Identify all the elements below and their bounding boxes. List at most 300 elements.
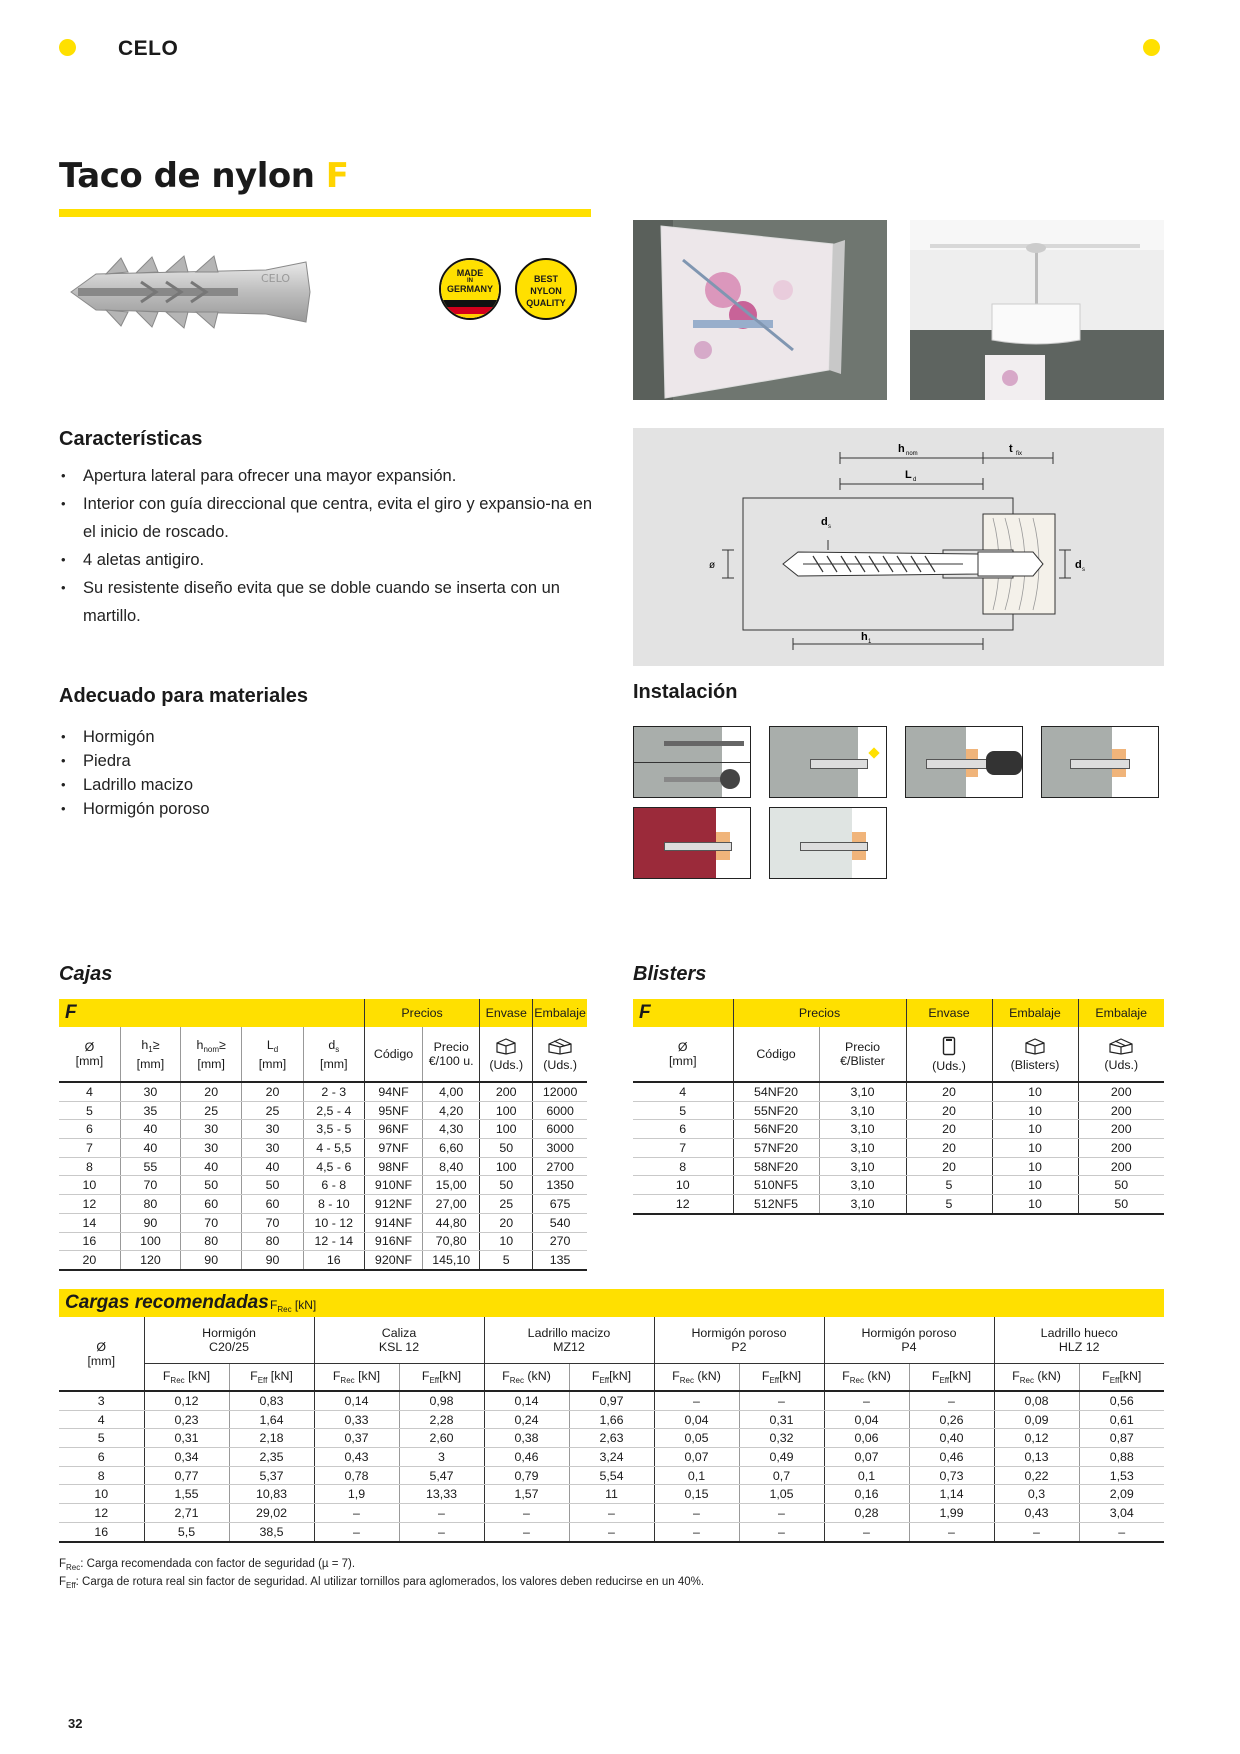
table-cell: 12 <box>59 1504 144 1523</box>
table-cell: 30 <box>242 1120 303 1139</box>
table-cell: 510NF5 <box>733 1176 819 1195</box>
table-cell: 20 <box>906 1101 992 1120</box>
header-brand: CELO <box>118 37 179 60</box>
table-cell: 100 <box>480 1157 533 1176</box>
table-cell: 0,73 <box>909 1466 994 1485</box>
table-cell: 80 <box>120 1195 180 1214</box>
feature-item: • Apertura lateral para ofrecer una mayor expansión. <box>59 462 599 490</box>
table-cell: 0,98 <box>399 1391 484 1410</box>
cargas-subcol: $F_{Rec}$ (kN) <box>824 1364 909 1392</box>
table-row <box>59 1448 1164 1467</box>
table-cell: 20 <box>906 1157 992 1176</box>
table-cell: 0,61 <box>1079 1410 1164 1429</box>
table-cell: 5,5 <box>144 1522 229 1541</box>
table-cell: 2,18 <box>229 1429 314 1448</box>
cajas-heading: Cajas <box>59 963 113 985</box>
cajas-col-codigo: Código <box>364 1027 422 1082</box>
table-cell: 0,12 <box>144 1391 229 1410</box>
table-cell: 200 <box>1078 1101 1164 1120</box>
material-item: • Hormigón <box>59 725 459 749</box>
table-cell: – <box>484 1522 569 1541</box>
table-cell: 0,40 <box>909 1429 994 1448</box>
table-cell: 4,30 <box>423 1120 480 1139</box>
table-cell: 15,00 <box>423 1176 480 1195</box>
table-cell: 1,99 <box>909 1504 994 1523</box>
table-cell: – <box>739 1504 824 1523</box>
table-cell: 0,37 <box>314 1429 399 1448</box>
install-step-insert <box>769 726 887 798</box>
table-cell: 1,64 <box>229 1410 314 1429</box>
table-cell: 3,10 <box>819 1176 906 1195</box>
table-row <box>59 1120 587 1139</box>
table-cell: 0,79 <box>484 1466 569 1485</box>
table-cell: 10 <box>480 1232 533 1251</box>
cajas-group-precios: Precios <box>364 999 479 1027</box>
cajas-col-ds: $d_s$ [mm] <box>303 1027 364 1082</box>
header-dot-left <box>59 39 76 56</box>
badge-made-line1: MADE <box>456 268 484 278</box>
table-cell: 14 <box>59 1213 120 1232</box>
diagram-label-h1-sub: 1 <box>868 639 872 645</box>
table-cell: 3,04 <box>1079 1504 1164 1523</box>
table-cell: 6 <box>633 1120 733 1139</box>
table-cell: 12 - 14 <box>303 1232 364 1251</box>
table-row <box>59 1195 587 1214</box>
cargas-heading: Cargas recomendadas <box>65 1292 269 1313</box>
table-cell: 270 <box>533 1232 587 1251</box>
cajas-col-h1: $h_1\ge$ [mm] <box>120 1027 180 1082</box>
blisters-col-embalaje1: (Blisters) <box>992 1027 1078 1082</box>
table-cell: 3,10 <box>819 1139 906 1158</box>
box-icon <box>1023 1037 1047 1055</box>
cargas-subcol: $F_{Rec}$ (kN) <box>654 1364 739 1392</box>
diagram-label-diameter: ø <box>709 560 716 571</box>
table-cell: 30 <box>242 1139 303 1158</box>
table-cell: 5 <box>59 1101 120 1120</box>
table-cell: 135 <box>533 1251 587 1270</box>
table-cell: 4 <box>59 1082 120 1101</box>
table-cell: 10 <box>59 1176 120 1195</box>
table-cell: 95NF <box>364 1101 422 1120</box>
table-cell: 25 <box>181 1101 242 1120</box>
table-cell: 50 <box>1078 1176 1164 1195</box>
table-row <box>59 1466 1164 1485</box>
diagram-label-ds-right-sub: s <box>1082 567 1085 573</box>
table-cell: – <box>654 1522 739 1541</box>
table-cell: 10 <box>59 1485 144 1504</box>
cargas-group: Caliza KSL 12 <box>314 1317 484 1364</box>
table-cell: – <box>314 1504 399 1523</box>
table-cell: 0,14 <box>484 1391 569 1410</box>
table-cell: 0,04 <box>654 1410 739 1429</box>
table-cell: 2,28 <box>399 1410 484 1429</box>
table-cell: 0,08 <box>994 1391 1079 1410</box>
table-cell: 12 <box>633 1195 733 1214</box>
material-item: • Hormigón poroso <box>59 797 459 821</box>
table-cell: 3,10 <box>819 1082 906 1101</box>
table-row <box>633 1176 1164 1195</box>
table-cell: 2,35 <box>229 1448 314 1467</box>
table-cell: 3,10 <box>819 1157 906 1176</box>
table-cell: 40 <box>242 1157 303 1176</box>
table-cell: 3 <box>59 1391 144 1410</box>
table-cell: – <box>909 1391 994 1410</box>
table-cell: 27,00 <box>423 1195 480 1214</box>
table-cell: 0,28 <box>824 1504 909 1523</box>
table-cell: 5 <box>633 1101 733 1120</box>
install-step-screw <box>905 726 1023 798</box>
cargas-subcol: $F_{Eff}[kN]$ <box>1079 1364 1164 1392</box>
table-cell: 58NF20 <box>733 1157 819 1176</box>
table-cell: 3,10 <box>819 1195 906 1214</box>
table-cell: 0,1 <box>824 1466 909 1485</box>
table-cell: 90 <box>120 1213 180 1232</box>
materials-heading: Adecuado para materiales <box>59 685 308 707</box>
table-cell: 29,02 <box>229 1504 314 1523</box>
features-heading: Características <box>59 428 203 450</box>
title-rule <box>59 209 591 217</box>
cajas-group-envase: Envase <box>480 999 533 1027</box>
table-cell: 8 - 10 <box>303 1195 364 1214</box>
table-cell: 20 <box>906 1139 992 1158</box>
made-in-germany-badge <box>439 258 501 320</box>
footnotes <box>59 1557 1159 1593</box>
table-cell: 120 <box>120 1251 180 1270</box>
table-cell: 2,5 - 4 <box>303 1101 364 1120</box>
cargas-subcol: $F_{Eff}[kN]$ <box>399 1364 484 1392</box>
table-cell: – <box>739 1391 824 1410</box>
carton-icon <box>547 1037 573 1055</box>
page-title-accent: F <box>325 156 349 196</box>
table-cell: 7 <box>59 1139 120 1158</box>
table-cell: 0,24 <box>484 1410 569 1429</box>
table-cell: 0,3 <box>994 1485 1079 1504</box>
table-cell: 5 <box>59 1429 144 1448</box>
page-title <box>59 156 349 196</box>
table-cell: 20 <box>59 1251 120 1270</box>
cargas-group: Ladrillo macizo MZ12 <box>484 1317 654 1364</box>
table-cell: 25 <box>480 1195 533 1214</box>
table-cell: 20 <box>906 1120 992 1139</box>
blisters-col-precio: Precio €/Blister <box>819 1027 906 1082</box>
table-cell: 8 <box>633 1157 733 1176</box>
cargas-subcol: $F_{Eff}[kN]$ <box>739 1364 824 1392</box>
table-cell: 56NF20 <box>733 1120 819 1139</box>
diagram-label-ds-right: d <box>1075 559 1082 571</box>
header-dot-right <box>1143 39 1160 56</box>
blisters-group-envase: Envase <box>906 999 992 1027</box>
table-cell: 0,77 <box>144 1466 229 1485</box>
diagram-label-h1: h <box>861 631 868 643</box>
table-row <box>59 1101 587 1120</box>
materials-list <box>59 725 459 821</box>
diagram-label-ds-top-sub: s <box>828 524 831 530</box>
install-step-aerated <box>769 807 887 879</box>
table-cell: 4,20 <box>423 1101 480 1120</box>
table-cell: 4 <box>633 1082 733 1101</box>
blisters-group-precios: Precios <box>733 999 906 1027</box>
table-cell: 60 <box>181 1195 242 1214</box>
table-row <box>633 1139 1164 1158</box>
table-cell: 55 <box>120 1157 180 1176</box>
table-cell: 98NF <box>364 1157 422 1176</box>
table-cell: 1350 <box>533 1176 587 1195</box>
table-cell: 2,71 <box>144 1504 229 1523</box>
blisters-col-diam: Ø [mm] <box>633 1027 733 1082</box>
table-cell: 50 <box>181 1176 242 1195</box>
table-cell: 50 <box>242 1176 303 1195</box>
table-row <box>633 1120 1164 1139</box>
cajas-label: F <box>59 999 364 1027</box>
diagram-label-ds-top: d <box>821 516 828 528</box>
photo-ceiling-lamp <box>910 220 1164 400</box>
page-number: 32 <box>68 1716 83 1731</box>
table-cell: 96NF <box>364 1120 422 1139</box>
table-cell: – <box>909 1522 994 1541</box>
table-cell: 1,53 <box>1079 1466 1164 1485</box>
table-row <box>59 1485 1164 1504</box>
cargas-group: Hormigón poroso P4 <box>824 1317 994 1364</box>
table-cell: 10 <box>992 1195 1078 1214</box>
diagram-label-t-fix-sub: fix <box>1016 451 1022 457</box>
table-cell: 0,22 <box>994 1466 1079 1485</box>
table-cell: 11 <box>569 1485 654 1504</box>
table-cell: 8 <box>59 1157 120 1176</box>
table-cell: 0,56 <box>1079 1391 1164 1410</box>
table-cell: 0,06 <box>824 1429 909 1448</box>
table-cell: 5 <box>480 1251 533 1270</box>
table-cell: 7 <box>633 1139 733 1158</box>
table-cell: 0,78 <box>314 1466 399 1485</box>
table-cell: 44,80 <box>423 1213 480 1232</box>
table-cell: 0,15 <box>654 1485 739 1504</box>
table-cell: 675 <box>533 1195 587 1214</box>
table-cell: 3,5 - 5 <box>303 1120 364 1139</box>
table-cell: 10 <box>992 1139 1078 1158</box>
table-cell: 916NF <box>364 1232 422 1251</box>
cargas-group: Ladrillo hueco HLZ 12 <box>994 1317 1164 1364</box>
table-cell: 25 <box>242 1101 303 1120</box>
page-title-main: Taco de nylon <box>59 156 315 196</box>
table-cell: 4,5 - 6 <box>303 1157 364 1176</box>
table-cell: 0,05 <box>654 1429 739 1448</box>
table-cell: 13,33 <box>399 1485 484 1504</box>
table-cell: 16 <box>303 1251 364 1270</box>
table-cell: 30 <box>181 1120 242 1139</box>
table-cell: 0,46 <box>909 1448 994 1467</box>
table-cell: 0,16 <box>824 1485 909 1504</box>
table-cell: 1,57 <box>484 1485 569 1504</box>
table-row <box>59 1157 587 1176</box>
diagram-label-h-nom: h <box>898 443 905 455</box>
table-cell: 50 <box>1078 1195 1164 1214</box>
table-cell: 10 <box>633 1176 733 1195</box>
cajas-col-diam: Ø [mm] <box>59 1027 120 1082</box>
table-row <box>59 1251 587 1270</box>
table-cell: 0,32 <box>739 1429 824 1448</box>
table-cell: 0,23 <box>144 1410 229 1429</box>
table-cell: 10 <box>992 1101 1078 1120</box>
table-cell: 70 <box>181 1213 242 1232</box>
table-cell: 6 - 8 <box>303 1176 364 1195</box>
table-cell: 2 - 3 <box>303 1082 364 1101</box>
cargas-subcol: $F_{Eff}$ [kN] <box>229 1364 314 1392</box>
table-cell: 0,38 <box>484 1429 569 1448</box>
table-cell: 8 <box>59 1466 144 1485</box>
table-cell: 90 <box>181 1251 242 1270</box>
table-row <box>59 1213 587 1232</box>
best-nylon-quality-badge <box>515 258 577 320</box>
badge-best-line2: NYLON <box>530 286 562 296</box>
table-row <box>633 1157 1164 1176</box>
cargas-group: Hormigón poroso P2 <box>654 1317 824 1364</box>
table-cell: 5,54 <box>569 1466 654 1485</box>
cargas-group: Hormigón C20/25 <box>144 1317 314 1364</box>
table-cell: – <box>399 1504 484 1523</box>
cargas-subcol: $F_{Eff}[kN]$ <box>569 1364 654 1392</box>
table-cell: 50 <box>480 1176 533 1195</box>
table-cell: 1,05 <box>739 1485 824 1504</box>
features-list <box>59 462 599 630</box>
cargas-title-bar <box>59 1289 1164 1317</box>
table-row <box>633 1082 1164 1101</box>
table-cell: 0,43 <box>314 1448 399 1467</box>
table-cell: 10 <box>992 1082 1078 1101</box>
table-cell: 0,87 <box>1079 1429 1164 1448</box>
dowel-embossed-text: CELO <box>261 272 291 285</box>
table-cell: 40 <box>120 1139 180 1158</box>
install-step-drill <box>633 726 751 798</box>
table-cell: 4 - 5,5 <box>303 1139 364 1158</box>
table-cell: 2,63 <box>569 1429 654 1448</box>
diagram-label-t-fix: t <box>1009 443 1013 455</box>
table-cell: – <box>994 1522 1079 1541</box>
table-cell: 5,37 <box>229 1466 314 1485</box>
table-row <box>59 1504 1164 1523</box>
feature-item: • Su resistente diseño evita que se doble cuando se inserta con un martillo. <box>59 574 599 630</box>
table-cell: 2700 <box>533 1157 587 1176</box>
cargas-subcol: $F_{Rec}$ (kN) <box>994 1364 1079 1392</box>
table-cell: 35 <box>120 1101 180 1120</box>
blisters-group-embalaje2: Embalaje <box>1078 999 1164 1027</box>
table-cell: 20 <box>181 1082 242 1101</box>
table-cell: 200 <box>480 1082 533 1101</box>
table-cell: 540 <box>533 1213 587 1232</box>
table-cell: 90 <box>242 1251 303 1270</box>
dowel-dimension-diagram <box>633 428 1164 666</box>
table-cell: – <box>824 1522 909 1541</box>
table-cell: 4 <box>59 1410 144 1429</box>
badge-best-line1: BEST <box>533 274 558 284</box>
table-cell: 30 <box>181 1139 242 1158</box>
cargas-subcol: $F_{Eff}[kN]$ <box>909 1364 994 1392</box>
table-cell: 0,46 <box>484 1448 569 1467</box>
cajas-col-precio: Precio €/100 u. <box>423 1027 480 1082</box>
table-cell: – <box>824 1391 909 1410</box>
table-cell: 512NF5 <box>733 1195 819 1214</box>
table-cell: 0,97 <box>569 1391 654 1410</box>
installation-heading: Instalación <box>633 681 738 703</box>
table-cell: – <box>484 1504 569 1523</box>
install-step-done <box>1041 726 1159 798</box>
table-cell: 54NF20 <box>733 1082 819 1101</box>
table-cell: 0,43 <box>994 1504 1079 1523</box>
table-cell: – <box>399 1522 484 1541</box>
table-row <box>59 1176 587 1195</box>
table-cell: 200 <box>1078 1120 1164 1139</box>
table-cell: 2,09 <box>1079 1485 1164 1504</box>
dowel-product-image <box>66 252 316 332</box>
table-cell: – <box>654 1391 739 1410</box>
table-cell: 0,12 <box>994 1429 1079 1448</box>
table-cell: 4,00 <box>423 1082 480 1101</box>
table-cell: – <box>654 1504 739 1523</box>
table-cell: 10 - 12 <box>303 1213 364 1232</box>
table-cell: 0,31 <box>144 1429 229 1448</box>
table-cell: 55NF20 <box>733 1101 819 1120</box>
table-cell: 1,55 <box>144 1485 229 1504</box>
table-cell: 40 <box>181 1157 242 1176</box>
footnote-frec: $F_{Rec}$: Carga recomendada con factor de seguridad (µ = 7). <box>59 1558 356 1572</box>
diagram-label-ld: L <box>905 469 912 481</box>
table-cell: 914NF <box>364 1213 422 1232</box>
badge-made-line2: IN <box>467 278 473 284</box>
table-cell: 2,60 <box>399 1429 484 1448</box>
table-cell: 0,26 <box>909 1410 994 1429</box>
cargas-col-diam: Ø [mm] <box>59 1317 144 1391</box>
install-step-brick <box>633 807 751 879</box>
table-row <box>59 1522 1164 1541</box>
cargas-subcol: $F_{Rec}$ [kN] <box>314 1364 399 1392</box>
table-cell: – <box>569 1504 654 1523</box>
table-cell: 0,07 <box>654 1448 739 1467</box>
table-cell: 912NF <box>364 1195 422 1214</box>
carton-icon <box>1108 1037 1134 1055</box>
table-cell: 10 <box>992 1157 1078 1176</box>
table-cell: 100 <box>480 1101 533 1120</box>
table-cell: 70,80 <box>423 1232 480 1251</box>
table-cell: 200 <box>1078 1139 1164 1158</box>
table-cell: 6 <box>59 1120 120 1139</box>
table-cell: 80 <box>242 1232 303 1251</box>
table-cell: 0,83 <box>229 1391 314 1410</box>
table-cell: – <box>569 1522 654 1541</box>
table-cell: 16 <box>59 1232 120 1251</box>
table-cell: 97NF <box>364 1139 422 1158</box>
cajas-col-hnom: $h_{nom}\ge$ [mm] <box>181 1027 242 1082</box>
photo-painting-on-wall <box>633 220 887 400</box>
table-cell: 100 <box>120 1232 180 1251</box>
table-cell: 200 <box>1078 1157 1164 1176</box>
table-cell: 0,07 <box>824 1448 909 1467</box>
table-cell: 3,10 <box>819 1101 906 1120</box>
blister-pack-icon <box>942 1036 956 1056</box>
table-cell: 57NF20 <box>733 1139 819 1158</box>
cargas-table <box>59 1317 1164 1543</box>
cajas-col-ld: $L_d$ [mm] <box>242 1027 303 1082</box>
table-cell: 3,24 <box>569 1448 654 1467</box>
table-row <box>59 1410 1164 1429</box>
table-cell: 910NF <box>364 1176 422 1195</box>
blisters-col-embalaje2: (Uds.) <box>1078 1027 1164 1082</box>
table-cell: 30 <box>120 1082 180 1101</box>
table-cell: 3 <box>399 1448 484 1467</box>
table-row <box>633 1195 1164 1214</box>
cajas-table <box>59 999 587 1271</box>
table-cell: 3,10 <box>819 1120 906 1139</box>
cajas-col-embalaje: (Uds.) <box>533 1027 587 1082</box>
table-cell: 40 <box>120 1120 180 1139</box>
